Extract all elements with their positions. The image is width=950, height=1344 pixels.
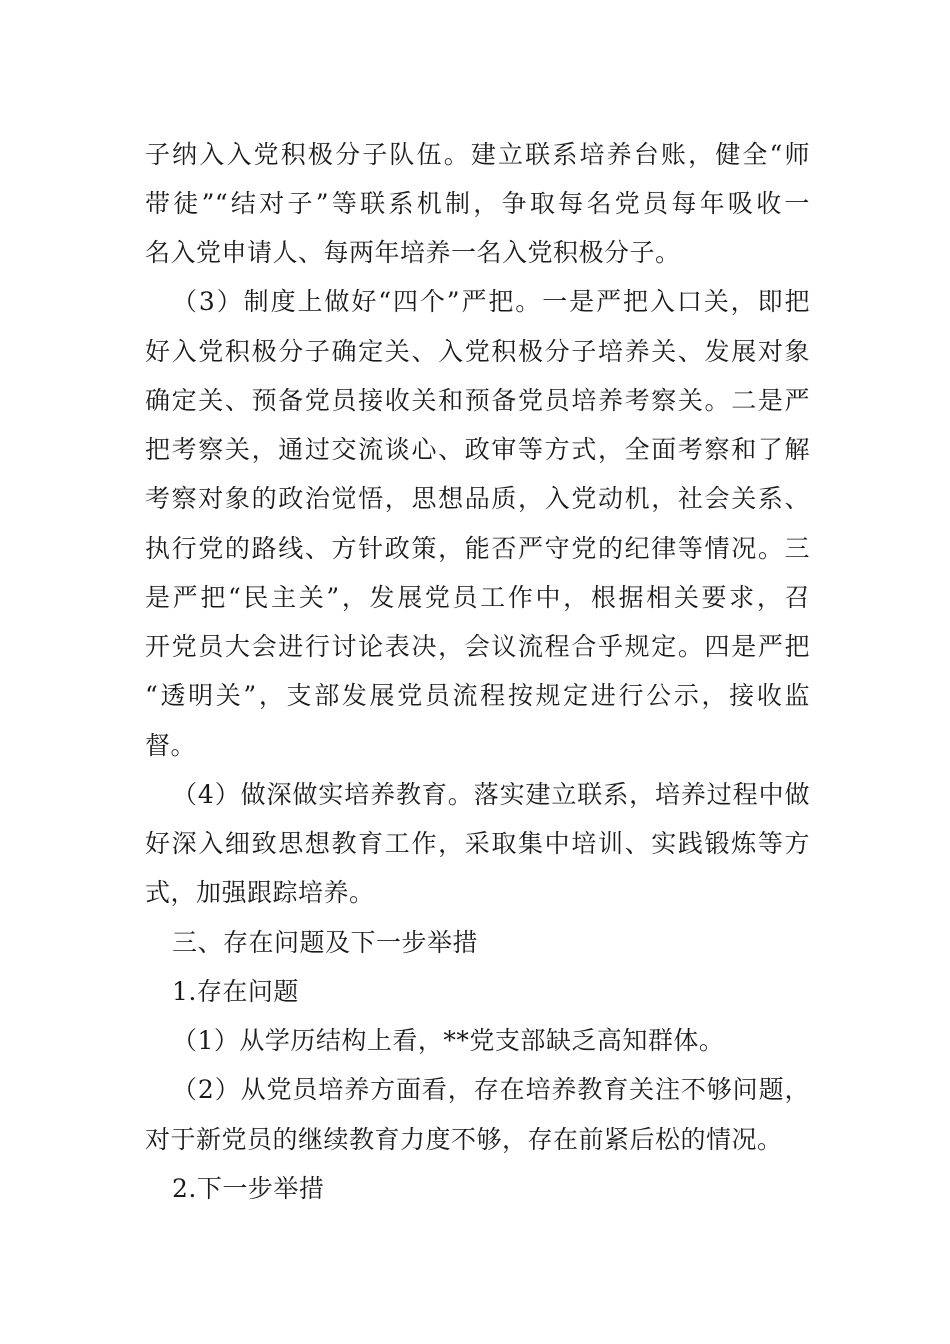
body-text-line: 是严把“民主关”，发展党员工作中，根据相关要求，召	[145, 583, 810, 612]
body-text-line: 对于新党员的继续教育力度不够，存在前紧后松的情况。	[145, 1125, 783, 1154]
body-text-line: 好入党积极分子确定关、入党积极分子培养关、发展对象	[145, 337, 810, 366]
paragraph-first-line: （3）制度上做好“四个”严把。一是严把入口关，即把	[172, 287, 810, 316]
body-text-line: 带徒”“结对子”等联系机制，争取每名党员每年吸收一	[145, 189, 810, 218]
subsection-heading: 2.下一步举措	[172, 1174, 325, 1203]
subsection-heading: 1.存在问题	[172, 977, 299, 1006]
body-text-line: 式，加强跟踪培养。	[145, 878, 375, 907]
body-text-line: 名入党申请人、每两年培养一名入党积极分子。	[145, 238, 681, 267]
paragraph-first-line: （4）做深做实培养教育。落实建立联系，培养过程中做	[172, 780, 810, 809]
paragraph-first-line: （1）从学历结构上看，**党支部缺乏高知群体。	[172, 1026, 725, 1055]
body-text-line: 把考察关，通过交流谈心、政审等方式，全面考察和了解	[145, 435, 810, 464]
paragraph-first-line: （2）从党员培养方面看，存在培养教育关注不够问题，	[172, 1075, 810, 1104]
body-text-line: 好深入细致思想教育工作，采取集中培训、实践锻炼等方	[145, 829, 810, 858]
body-text-line: 督。	[145, 731, 197, 760]
body-text-line: 考察对象的政治觉悟，思想品质，入党动机，社会关系、	[145, 484, 810, 513]
body-text-line: 确定关、预备党员接收关和预备党员培养考察关。二是严	[145, 386, 810, 415]
body-text-line: 执行党的路线、方针政策，能否严守党的纪律等情况。三	[145, 534, 810, 563]
body-text-line: 子纳入入党积极分子队伍。建立联系培养台账，健全“师	[145, 140, 810, 169]
body-text-line: 开党员大会进行讨论表决，会议流程合乎规定。四是严把	[145, 632, 810, 661]
body-text-line: “透明关”，支部发展党员流程按规定进行公示，接收监	[145, 681, 810, 710]
section-heading: 三、存在问题及下一步举措	[172, 928, 479, 957]
